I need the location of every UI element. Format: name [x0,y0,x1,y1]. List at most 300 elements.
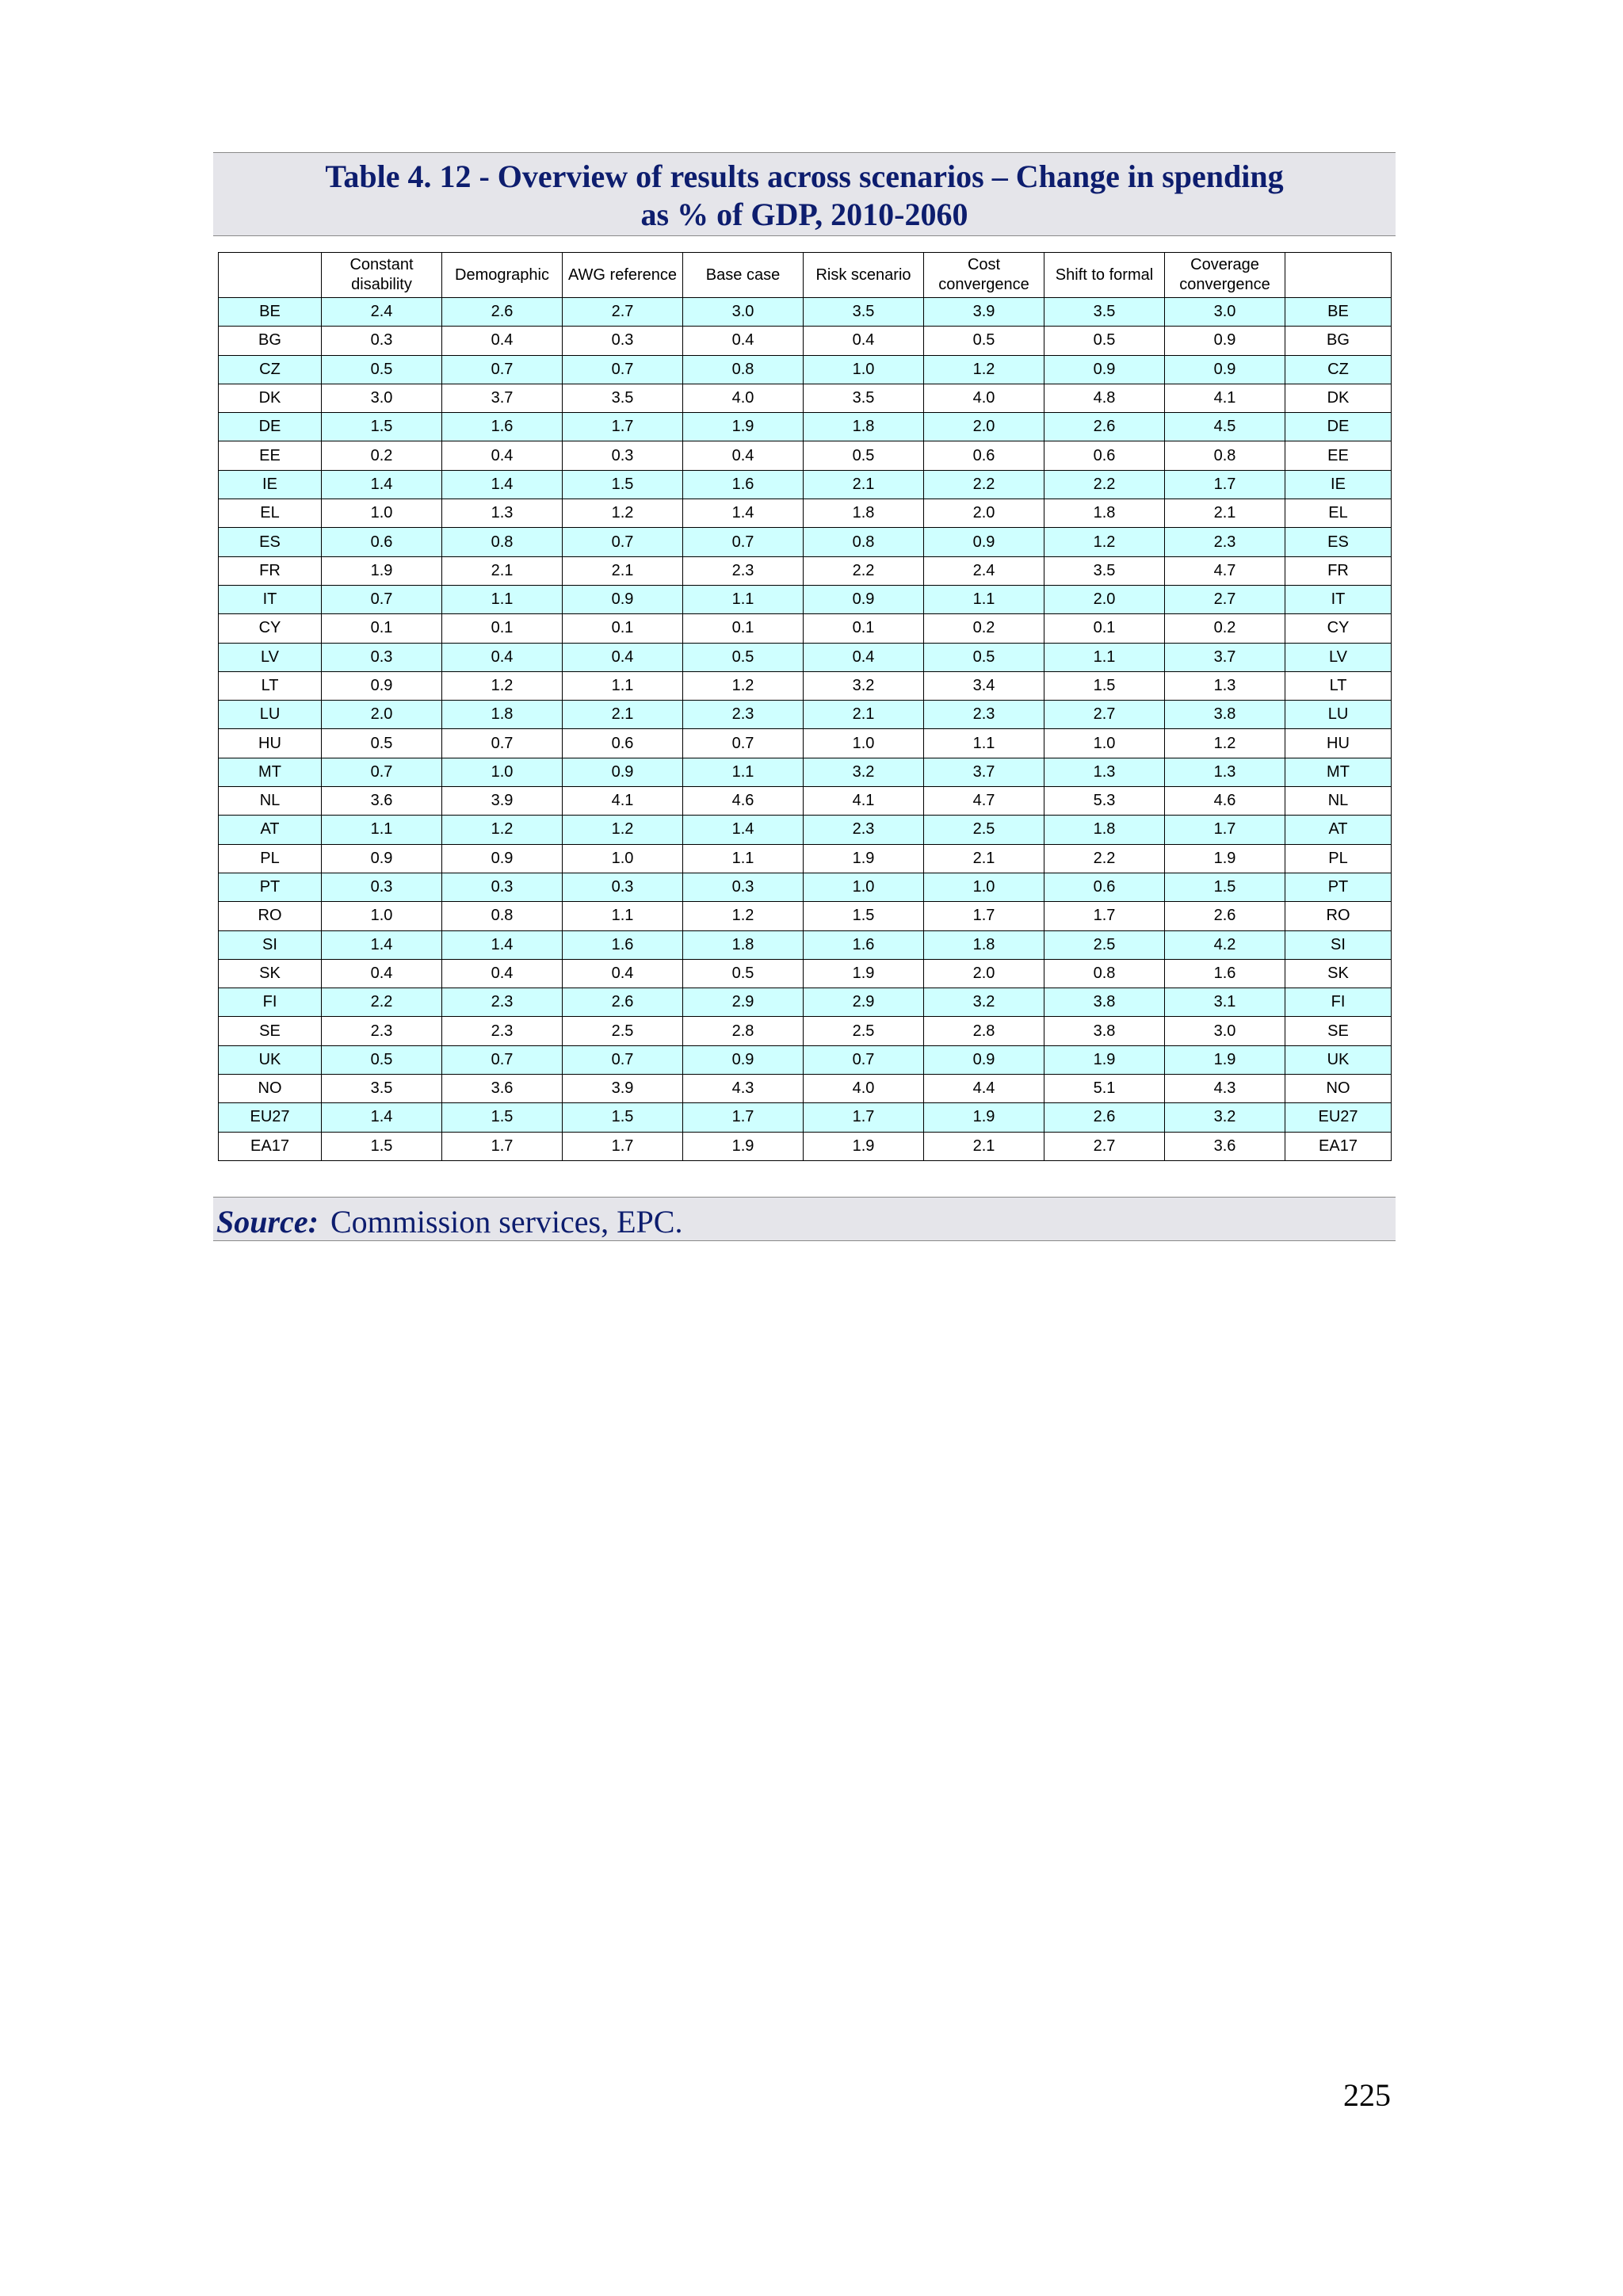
value-cell: 0.4 [683,327,804,355]
table-row [219,930,1392,959]
value-cell: 3.9 [563,1075,683,1103]
value-cell: 2.7 [1165,585,1285,613]
value-cell: 0.6 [563,729,683,758]
country-code-cell: RO [1285,902,1392,930]
table-row [219,671,1392,700]
country-code-cell: LT [219,671,322,700]
country-code-cell: EA17 [219,1132,322,1160]
value-cell: 1.5 [322,413,442,441]
value-cell: 1.2 [563,499,683,528]
value-cell: 0.7 [563,528,683,556]
table-title-line-1: Table 4. 12 - Overview of results across scenarios – Change in spending [325,159,1284,194]
value-cell: 0.9 [683,1045,804,1074]
value-cell: 1.9 [804,844,924,873]
value-cell: 0.7 [804,1045,924,1074]
value-cell: 3.5 [322,1075,442,1103]
value-cell: 2.6 [1165,902,1285,930]
value-cell: 4.7 [1165,556,1285,585]
page-number: 225 [1343,2077,1391,2113]
country-code-cell: CY [1285,614,1392,643]
table-row [219,355,1392,384]
value-cell: 2.2 [924,470,1044,499]
value-cell: 1.0 [322,499,442,528]
value-cell: 0.9 [1044,355,1165,384]
table-row [219,844,1392,873]
table-row [219,1103,1392,1132]
value-cell: 3.4 [924,671,1044,700]
value-cell: 1.3 [442,499,563,528]
value-cell: 0.1 [1044,614,1165,643]
value-cell: 1.7 [924,902,1044,930]
value-cell: 4.0 [804,1075,924,1103]
value-cell: 0.5 [924,327,1044,355]
value-cell: 1.1 [683,758,804,786]
value-cell: 0.7 [442,355,563,384]
value-cell: 1.1 [924,729,1044,758]
value-cell: 0.9 [1165,327,1285,355]
value-cell: 3.0 [1165,298,1285,327]
value-cell: 1.2 [683,902,804,930]
value-cell: 3.5 [804,384,924,412]
value-cell: 2.6 [442,298,563,327]
value-cell: 2.8 [683,1017,804,1045]
country-code-cell: HU [1285,729,1392,758]
country-code-cell: DE [1285,413,1392,441]
value-cell: 1.7 [442,1132,563,1160]
value-cell: 1.2 [924,355,1044,384]
value-cell: 0.6 [924,441,1044,470]
value-cell: 1.7 [1165,816,1285,844]
value-cell: 3.7 [1165,643,1285,671]
value-cell: 1.9 [1165,1045,1285,1074]
table-row [219,816,1392,844]
value-cell: 0.8 [804,528,924,556]
value-cell: 0.5 [1044,327,1165,355]
value-cell: 0.5 [322,355,442,384]
value-cell: 1.8 [924,930,1044,959]
table-row [219,988,1392,1017]
value-cell: 3.5 [1044,556,1165,585]
value-cell: 1.8 [683,930,804,959]
value-cell: 1.1 [563,671,683,700]
value-cell: 1.8 [442,701,563,729]
value-cell: 0.6 [322,528,442,556]
value-cell: 0.9 [1165,355,1285,384]
table-title-line-2: as % of GDP, 2010-2060 [640,197,968,232]
value-cell: 5.1 [1044,1075,1165,1103]
value-cell: 1.4 [322,930,442,959]
column-header: Risk scenario [804,253,924,298]
value-cell: 2.3 [442,1017,563,1045]
country-code-cell: BG [219,327,322,355]
value-cell: 1.7 [1165,470,1285,499]
country-code-cell: CY [219,614,322,643]
value-cell: 0.3 [322,327,442,355]
value-cell: 1.6 [442,413,563,441]
value-cell: 0.1 [442,614,563,643]
value-cell: 2.2 [1044,844,1165,873]
value-cell: 0.9 [442,844,563,873]
country-code-cell: FI [219,988,322,1017]
column-header: Shift to formal [1044,253,1165,298]
value-cell: 1.0 [563,844,683,873]
value-cell: 2.3 [683,701,804,729]
table-row [219,585,1392,613]
value-cell: 2.4 [322,298,442,327]
value-cell: 1.4 [683,499,804,528]
table-row [219,384,1392,412]
value-cell: 1.5 [1165,873,1285,901]
table-row [219,413,1392,441]
table-row [219,1075,1392,1103]
country-code-cell: CZ [219,355,322,384]
country-code-cell: IT [219,585,322,613]
value-cell: 2.3 [1165,528,1285,556]
column-header: Constant disability [322,253,442,298]
value-cell: 0.4 [442,643,563,671]
value-cell: 0.4 [442,959,563,988]
value-cell: 0.4 [563,643,683,671]
value-cell: 2.9 [683,988,804,1017]
country-code-cell: ES [1285,528,1392,556]
value-cell: 0.7 [563,355,683,384]
value-cell: 2.6 [1044,413,1165,441]
value-cell: 1.9 [683,413,804,441]
value-cell: 1.2 [442,816,563,844]
value-cell: 3.0 [683,298,804,327]
value-cell: 2.0 [924,499,1044,528]
value-cell: 0.2 [1165,614,1285,643]
value-cell: 2.1 [563,556,683,585]
value-cell: 2.4 [924,556,1044,585]
value-cell: 1.5 [1044,671,1165,700]
country-code-cell: LV [219,643,322,671]
country-code-cell: EL [1285,499,1392,528]
value-cell: 3.5 [563,384,683,412]
value-cell: 1.9 [322,556,442,585]
value-cell: 0.5 [924,643,1044,671]
table-row [219,441,1392,470]
country-code-cell: IE [219,470,322,499]
value-cell: 0.4 [683,441,804,470]
value-cell: 0.4 [442,327,563,355]
value-cell: 3.5 [1044,298,1165,327]
value-cell: 1.9 [1044,1045,1165,1074]
value-cell: 1.9 [804,1132,924,1160]
country-code-cell: SE [1285,1017,1392,1045]
value-cell: 3.2 [804,758,924,786]
value-cell: 0.9 [924,528,1044,556]
value-cell: 1.0 [1044,729,1165,758]
value-cell: 2.2 [804,556,924,585]
value-cell: 1.1 [1044,643,1165,671]
value-cell: 2.0 [1044,585,1165,613]
table-row [219,298,1392,327]
source-label: Source: [216,1204,319,1240]
value-cell: 3.2 [924,988,1044,1017]
country-code-cell: DK [219,384,322,412]
column-header: Demographic [442,253,563,298]
value-cell: 0.6 [1044,441,1165,470]
value-cell: 2.1 [924,844,1044,873]
value-cell: 0.7 [683,528,804,556]
value-cell: 4.2 [1165,930,1285,959]
country-code-cell: AT [219,816,322,844]
value-cell: 1.7 [563,413,683,441]
value-cell: 1.6 [804,930,924,959]
value-cell: 2.5 [804,1017,924,1045]
table-row [219,902,1392,930]
table-title-box [213,152,1396,236]
value-cell: 1.0 [924,873,1044,901]
value-cell: 1.0 [442,758,563,786]
country-code-cell: PT [219,873,322,901]
value-cell: 1.0 [804,355,924,384]
value-cell: 0.3 [442,873,563,901]
country-code-cell: NO [1285,1075,1392,1103]
value-cell: 0.8 [442,902,563,930]
value-cell: 5.3 [1044,787,1165,816]
value-cell: 2.1 [924,1132,1044,1160]
country-code-cell: NL [219,787,322,816]
value-cell: 2.7 [563,298,683,327]
value-cell: 4.3 [683,1075,804,1103]
source-box [213,1197,1396,1241]
value-cell: 0.2 [924,614,1044,643]
table-header-row [219,253,1392,298]
country-code-cell: NO [219,1075,322,1103]
value-cell: 2.5 [1044,930,1165,959]
value-cell: 0.9 [563,758,683,786]
table-row [219,470,1392,499]
value-cell: 3.8 [1165,701,1285,729]
country-code-cell: SK [219,959,322,988]
value-cell: 0.1 [563,614,683,643]
value-cell: 0.7 [322,758,442,786]
table-row [219,873,1392,901]
value-cell: 0.3 [683,873,804,901]
value-cell: 3.0 [1165,1017,1285,1045]
value-cell: 2.5 [563,1017,683,1045]
value-cell: 1.9 [683,1132,804,1160]
value-cell: 2.3 [442,988,563,1017]
value-cell: 0.5 [804,441,924,470]
country-code-cell: SE [219,1017,322,1045]
value-cell: 0.3 [322,873,442,901]
country-code-cell: FR [219,556,322,585]
value-cell: 3.5 [804,298,924,327]
value-cell: 2.1 [804,470,924,499]
value-cell: 3.2 [804,671,924,700]
value-cell: 4.7 [924,787,1044,816]
value-cell: 1.7 [804,1103,924,1132]
value-cell: 2.3 [804,816,924,844]
value-cell: 1.4 [322,1103,442,1132]
value-cell: 3.6 [1165,1132,1285,1160]
value-cell: 1.0 [804,729,924,758]
country-code-cell: EA17 [1285,1132,1392,1160]
value-cell: 0.8 [1044,959,1165,988]
value-cell: 3.7 [442,384,563,412]
table-row [219,758,1392,786]
value-cell: 1.1 [563,902,683,930]
country-code-cell: RO [219,902,322,930]
value-cell: 1.8 [804,413,924,441]
value-cell: 1.2 [1044,528,1165,556]
value-cell: 4.6 [1165,787,1285,816]
value-cell: 3.0 [322,384,442,412]
column-header [219,253,322,298]
country-code-cell: SI [219,930,322,959]
value-cell: 1.7 [563,1132,683,1160]
table-row [219,327,1392,355]
value-cell: 4.5 [1165,413,1285,441]
column-header: Coverage convergence [1165,253,1285,298]
country-code-cell: EE [1285,441,1392,470]
table-row [219,701,1392,729]
value-cell: 0.5 [322,729,442,758]
value-cell: 2.2 [322,988,442,1017]
value-cell: 0.6 [1044,873,1165,901]
value-cell: 1.8 [804,499,924,528]
value-cell: 0.9 [924,1045,1044,1074]
value-cell: 0.2 [322,441,442,470]
column-header: AWG reference [563,253,683,298]
value-cell: 2.1 [1165,499,1285,528]
country-code-cell: FI [1285,988,1392,1017]
table-row [219,1045,1392,1074]
country-code-cell: SI [1285,930,1392,959]
value-cell: 4.0 [924,384,1044,412]
country-code-cell: DE [219,413,322,441]
country-code-cell: ES [219,528,322,556]
value-cell: 3.8 [1044,1017,1165,1045]
value-cell: 3.2 [1165,1103,1285,1132]
value-cell: 1.4 [683,816,804,844]
value-cell: 1.5 [563,1103,683,1132]
value-cell: 0.7 [442,1045,563,1074]
value-cell: 2.2 [1044,470,1165,499]
column-header: Cost convergence [924,253,1044,298]
value-cell: 1.5 [804,902,924,930]
value-cell: 1.7 [1044,902,1165,930]
country-code-cell: MT [1285,758,1392,786]
value-cell: 1.5 [322,1132,442,1160]
value-cell: 4.8 [1044,384,1165,412]
country-code-cell: EU27 [1285,1103,1392,1132]
country-code-cell: AT [1285,816,1392,844]
value-cell: 4.0 [683,384,804,412]
value-cell: 0.3 [563,327,683,355]
value-cell: 0.4 [322,959,442,988]
value-cell: 0.9 [804,585,924,613]
value-cell: 4.3 [1165,1075,1285,1103]
table-row [219,556,1392,585]
value-cell: 0.5 [322,1045,442,1074]
value-cell: 0.3 [563,441,683,470]
value-cell: 0.3 [322,643,442,671]
value-cell: 1.8 [1044,816,1165,844]
value-cell: 1.2 [1165,729,1285,758]
value-cell: 0.9 [322,671,442,700]
value-cell: 0.8 [442,528,563,556]
country-code-cell: LU [219,701,322,729]
value-cell: 0.4 [563,959,683,988]
value-cell: 2.0 [924,413,1044,441]
value-cell: 0.7 [442,729,563,758]
value-cell: 1.1 [322,816,442,844]
value-cell: 0.1 [322,614,442,643]
table-row [219,643,1392,671]
country-code-cell: UK [219,1045,322,1074]
value-cell: 4.1 [1165,384,1285,412]
value-cell: 4.6 [683,787,804,816]
value-cell: 3.6 [442,1075,563,1103]
value-cell: 2.7 [1044,1132,1165,1160]
value-cell: 2.7 [1044,701,1165,729]
value-cell: 1.5 [563,470,683,499]
country-code-cell: EU27 [219,1103,322,1132]
value-cell: 0.4 [442,441,563,470]
value-cell: 3.9 [442,787,563,816]
value-cell: 1.3 [1165,671,1285,700]
value-cell: 1.4 [442,470,563,499]
country-code-cell: HU [219,729,322,758]
value-cell: 1.1 [442,585,563,613]
value-cell: 2.6 [1044,1103,1165,1132]
value-cell: 0.1 [804,614,924,643]
value-cell: 1.9 [924,1103,1044,1132]
value-cell: 1.4 [322,470,442,499]
value-cell: 1.8 [1044,499,1165,528]
table-row [219,729,1392,758]
value-cell: 0.9 [322,844,442,873]
value-cell: 0.4 [804,643,924,671]
country-code-cell: EE [219,441,322,470]
value-cell: 0.8 [683,355,804,384]
table-row [219,614,1392,643]
value-cell: 1.2 [683,671,804,700]
country-code-cell: SK [1285,959,1392,988]
value-cell: 1.4 [442,930,563,959]
country-code-cell: PL [219,844,322,873]
value-cell: 2.0 [322,701,442,729]
value-cell: 0.9 [563,585,683,613]
country-code-cell: LT [1285,671,1392,700]
value-cell: 1.9 [1165,844,1285,873]
country-code-cell: MT [219,758,322,786]
source-text: Commission services, EPC. [330,1204,683,1240]
country-code-cell: EL [219,499,322,528]
value-cell: 1.3 [1165,758,1285,786]
value-cell: 0.7 [683,729,804,758]
value-cell: 2.3 [322,1017,442,1045]
value-cell: 2.6 [563,988,683,1017]
value-cell: 1.1 [683,844,804,873]
value-cell: 2.8 [924,1017,1044,1045]
results-table [218,252,1392,1161]
value-cell: 3.1 [1165,988,1285,1017]
country-code-cell: UK [1285,1045,1392,1074]
table-row [219,959,1392,988]
value-cell: 1.6 [683,470,804,499]
value-cell: 0.1 [683,614,804,643]
value-cell: 3.8 [1044,988,1165,1017]
value-cell: 0.7 [563,1045,683,1074]
value-cell: 4.4 [924,1075,1044,1103]
value-cell: 0.5 [683,959,804,988]
column-header: Base case [683,253,804,298]
